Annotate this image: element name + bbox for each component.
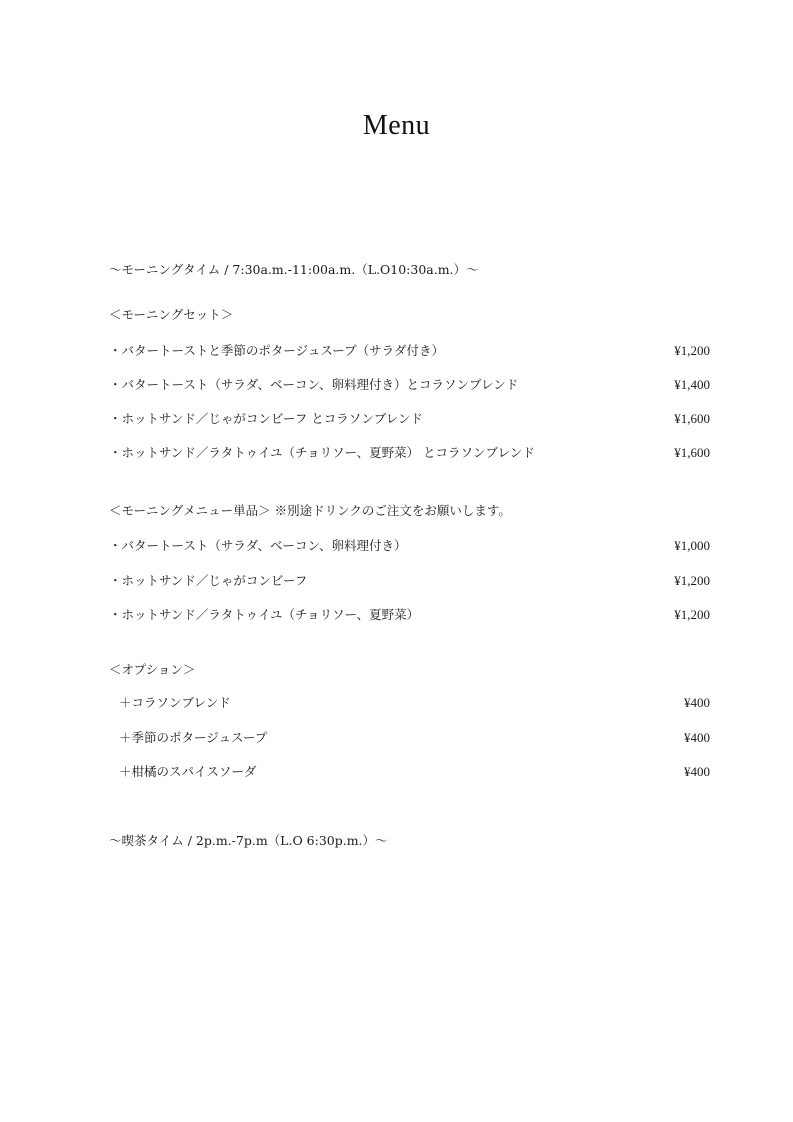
- kissa-time-header: 〜喫茶タイム / 2p.m.-7p.m（L.O 6:30p.m.）〜: [109, 833, 388, 848]
- menu-item-price: ¥1,000: [674, 538, 710, 553]
- menu-item-name: ・ホットサンド／じゃがコンビーフ とコラソンブレンド: [109, 411, 423, 426]
- menu-item: [109, 342, 710, 360]
- menu-item-name: ・ホットサンド／じゃがコンビーフ: [109, 573, 308, 588]
- menu-item: [109, 410, 710, 428]
- menu-item-price: ¥1,400: [674, 377, 710, 392]
- option-item: [109, 694, 710, 712]
- morning-set-heading: ＜モーニングセット＞: [109, 307, 234, 322]
- morning-time-header: 〜モーニングタイム / 7:30a.m.-11:00a.m.（L.O10:30a.m.）〜: [109, 262, 479, 277]
- menu-item-name: ・バタートースト（サラダ、ベーコン、卵料理付き）: [109, 538, 407, 553]
- option-item: [109, 763, 710, 781]
- menu-item-price: ¥1,600: [674, 445, 710, 460]
- option-item-name: ＋コラソンブレンド: [119, 695, 231, 710]
- menu-item-name: ・ホットサンド／ラタトゥイユ（チョリソー、夏野菜）: [109, 607, 420, 622]
- option-heading: ＜オプション＞: [109, 662, 196, 677]
- menu-item-name: ・ホットサンド／ラタトゥイユ（チョリソー、夏野菜） とコラソンブレンド: [109, 445, 535, 460]
- option-item: [109, 729, 710, 747]
- menu-item: [109, 444, 710, 462]
- morning-single-heading: ＜モーニングメニュー単品＞ ※別途ドリンクのご注文をお願いします。: [109, 503, 511, 518]
- option-item-price: ¥400: [684, 764, 710, 779]
- option-item-price: ¥400: [684, 695, 710, 710]
- option-item-name: ＋柑橘のスパイスソーダ: [119, 764, 257, 779]
- option-item-price: ¥400: [684, 730, 710, 745]
- menu-item-price: ¥1,200: [674, 343, 710, 358]
- menu-item-name: ・バタートーストと季節のポタージュスープ（サラダ付き）: [109, 343, 445, 358]
- menu-item: [109, 376, 710, 394]
- menu-item-price: ¥1,200: [674, 573, 710, 588]
- menu-item-name: ・バタートースト（サラダ、ベーコン、卵料理付き）とコラソンブレンド: [109, 377, 519, 392]
- menu-item: [109, 572, 710, 590]
- menu-item-price: ¥1,600: [674, 411, 710, 426]
- menu-item-price: ¥1,200: [674, 607, 710, 622]
- page-title: Menu: [362, 110, 431, 141]
- menu-item: [109, 606, 710, 624]
- option-item-name: ＋季節のポタージュスープ: [119, 730, 268, 745]
- menu-item: [109, 537, 710, 555]
